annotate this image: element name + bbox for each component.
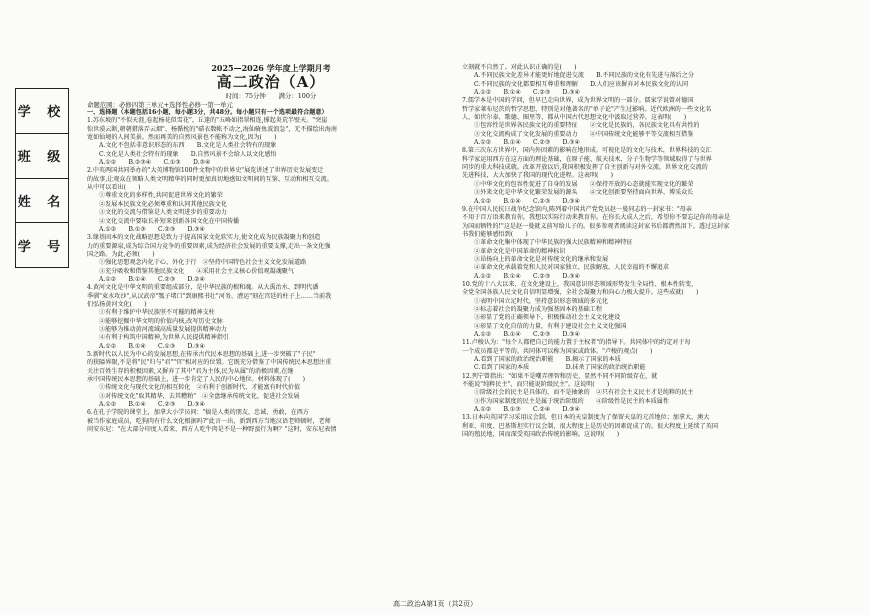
right-question-text	[462, 64, 854, 439]
text-line: ①中华文化的包容性促进了自身的发展 ②保持开放的心态就能实现文化的繁荣	[474, 180, 694, 188]
text-line: ②能够挖掘中华文明的价值内核,改写历史文脉	[99, 317, 223, 325]
text-line: C.文化是人类社会特有的现象 D.自然风景不会给人以文化感悟	[99, 150, 277, 158]
text-line: 立刻就不自然了。对此认识正确的是( )	[462, 64, 577, 71]
text-line: C.不同民族的文化都要相互尊重和理解 D.人们应该摒弃对本民族文化的认同	[474, 80, 689, 88]
text-line: 10.党的十八大以来，在文化建设上，我国意识形态领域形势发生全局性、根本性转变，	[462, 280, 698, 288]
text-line: 8.第三次东方世界中，国内外因素的影响在地形成。可视化是的文化与技术，世界科技的交汇	[462, 147, 712, 155]
text-line: 书我们能够感悟到( )	[462, 230, 528, 238]
text-line: 13.日本向英国学习采用议会制，但日本的天皇制度为了保留天皇的元首地位；加拿大、澳大	[462, 414, 710, 422]
text-line: 惊世漠云断,朝朝猎落弄云烟"、杨循枕的"碛衣数帐不动之,海仙骑鱼波浪急"，无不描绘出海南	[87, 125, 337, 133]
text-line: ①有利于维护中华民族坚不可摧的精神支柱	[99, 309, 215, 317]
text-line: ③文化的交流与借鉴是人类文明进步的重要动力	[99, 209, 227, 217]
text-line: ④有利于构筑中国精神,为世界人民提供精神指引	[99, 334, 229, 342]
text-line: ③彰显了党的正确领导下，积极推动社会主义文化建设	[474, 314, 621, 322]
text-line: 哲学家莱布尼茨的哲学思想，特别是对他著名的"单子论"产生过影响。近代欧洲的一些文化名	[462, 105, 712, 113]
text-line: ①包容性是世界各民族文化的重要特征 ②文化是民族的，各民族文化具有共性的	[474, 122, 700, 130]
text-line: ③作为国家制度的民主是属于统治阶级的 ④阶级性是民主的本质属性	[474, 397, 669, 405]
text-line: 3.缘基固本的文化战略思想是致力于提高国家文化软实力,使文化成为民族凝聚力和创造	[87, 234, 321, 242]
section-heading: 一、选择题（本题包括16小题，每小题3分，共48分。每小题只有一个选项最符合题意）	[87, 109, 328, 117]
text-line: A.①② B.②③④ C.①③ D.③④	[99, 159, 211, 167]
text-line: 力的重要源泉,成为综合国力竞争的重要因素,成为经济社会发展的重要支撑,走出一条文化强	[87, 242, 331, 250]
text-line: 利亚、印度、巴基斯坦实行议会制，很大程度上是历史的因素促成了的。很大程度上延续了英国	[462, 422, 718, 430]
text-line: ②革命文化是中国革命的精神标识	[474, 247, 566, 255]
text-line: 的狭隘界限,不是将"民"归与"君""官"相对应的位置。它既充分借鉴了中国传统民本思想注重	[87, 359, 332, 367]
right-column	[462, 64, 854, 439]
text-line: ②发展本民族文化必须尊重和认同其他民族文化	[99, 200, 227, 208]
left-column	[87, 64, 455, 434]
exam-scope: 命题范围：必修四第三单元+选择性必修一第一单元	[87, 100, 233, 109]
page-footer: 高二政治A第1页（共2页）	[393, 600, 477, 608]
text-line: A.①② B.①④ C.①③ D.③④	[99, 342, 206, 350]
text-line: 们弘扬黄河文化( )	[87, 300, 147, 308]
exam-name: 2025—2026 学年度上学期月考	[211, 63, 331, 73]
text-line: ①强化思想观念内化于心、外化于行 ②坚持中国特色社会主义文化发展道路	[99, 259, 307, 267]
text-line: 9.在中国人民抗日战争纪念馆内,陈列着中国共产党党员赵一曼同志的一封家书："母亲	[462, 205, 692, 213]
text-line: 季驯"束水攻沙",从汉武帝"瓠子堵口"到康熙书壮"河务、漕运"刻在宫廷的柱子上……当前我	[87, 292, 332, 300]
text-line: A.不同民族文化差异才能更好地促进交流 B.不同民族的文化有先进与落后之分	[474, 72, 694, 80]
text-line: A.①② B.①④ C.②③ D.③④	[99, 401, 206, 409]
text-line: ②标志着社会的凝聚力成为强基固本的基础工程	[474, 305, 602, 313]
text-line: C.看到了国家的本质 D.抹杀了国家的政治统治职能	[474, 364, 646, 372]
text-line: 11.卢梭认为："每个人都把自己的能力置于主权者"的指导下。共同体中的约定对于每	[462, 339, 691, 347]
text-line: ③对传统文化"取其精华，去其糟粕" ④全盘继承传统文化，促进社会发展	[99, 392, 300, 400]
text-line: A.①② B.①③ C.②③ D.③④	[99, 225, 206, 233]
text-line: 一个成员都是平等的。共同体可以称为国家或政体。"卢梭的观点( )	[462, 347, 653, 355]
text-line: ③外来文化是中华文化繁荣发展的源头 ④文化创新要坚持面向世界、博采众长	[474, 189, 694, 197]
text-line: 先进科技，大大加快了我国的现代化进程。这表明( )	[462, 172, 614, 180]
text-line: 关注百姓生存的积极因素,又摒弃了其中"君为主体,民为从属"的消极因素,在继	[87, 367, 294, 375]
text-line: A.看到了国家的政治统治职能 B.揭示了国家的本质	[474, 356, 621, 364]
text-line: ④革命文化承载着党和人民对国家独立、民族解放、人民幸福的不懈追求	[474, 264, 669, 272]
text-line: ④文化交流中要取长补短来创新各国文化在中国传播	[99, 217, 240, 225]
student-info-box	[15, 88, 69, 268]
text-line: 国之路。为此,必须( )	[87, 250, 155, 258]
text-line: 1.苏东坡的"不似天涯,卷起杨花似雪花"、丘逢的"五峰如指翠相连,撑起炎荒半壁天。"突崖	[87, 117, 328, 125]
text-line: 2.中英两国共同举办的"大英博物馆100件文物中的世界史"展览讲述了世界历史发展变迁	[87, 167, 324, 175]
text-line: 12.列宁曾指出："如果不是嘲弄理智和历史，显然不同不同阶级存在，就	[462, 372, 658, 380]
text-line: 6.在孔子学院的课堂上，加拿大小学员问："搞是人类的朋友，忠诚、勇敢，在西方	[87, 409, 309, 417]
text-line: A.①② B.①④ C.②③ D.③④	[474, 331, 581, 338]
info-name: 姓 名	[16, 179, 68, 224]
left-question-text	[87, 117, 455, 434]
text-line: ①阶级社会的民主是具体的，而不是抽象的 ②只有社会主义民主才是纯粹的民主	[474, 389, 694, 397]
text-line: 被当作家庭成员，吃狗肉有什么文化根据吗?"此言一出，新到西方当地汉语老师顿时，老师	[87, 417, 331, 425]
text-line: ①尊重文化的多样性,共同促进世界文化的繁荣	[99, 192, 223, 200]
text-line: ③文化交流构成了文化发展的重要动力 ④中国传统文化能够平等交流相互借鉴	[474, 130, 694, 138]
info-class: 班 级	[16, 134, 68, 179]
text-line: 7.儒学本是中国的学问，但早已走向世界，成为世界文明的一部分。儒家学说曾对德国	[462, 97, 694, 105]
info-number: 学 号	[17, 239, 67, 255]
text-line: ①革命文化集中体现了中华民族的强大民族精神和精神特征	[474, 239, 633, 247]
text-line: 全党全国各族人民文化自信明显增强，全社会凝聚力和向心力极大提升。这些成就( )	[462, 289, 699, 297]
text-line: 不能说"纯粹民主"，而只能说阶级民主"。这说明( )	[462, 381, 610, 389]
text-line: 问安东尼："在大部分印度人看来，西方人吃牛肉是不是一种野蛮行为啊？"这时，安东尼表情	[87, 426, 337, 434]
text-line: ①表明中国立足时代，坚持意识形态领域的多元化	[474, 297, 609, 305]
text-line: 科学家运用西方在这方面的理论基础，在原子能、航天技术、分子生物学等领域取得了与世界	[462, 155, 712, 163]
text-line: 4.黄河文化是中华文明的重要组成部分，是中华民族的根和魂。从大禹治水、到明代潘	[87, 284, 319, 292]
exam-meta: 时间：75分钟 满分：100分	[225, 92, 317, 101]
text-line: 国的殖民地，国而深受英国政治传统的影响。这说明( )	[462, 431, 620, 439]
text-line: A.①② B.①③ C.②④ D.③④	[474, 406, 581, 414]
text-line: ④彰显了文化自信的力量，有利于建设社会主义文化强国	[474, 322, 627, 330]
text-line: ①传统文化与现代文化的相互转化 ②有利于创新时代，才能富有时代价值	[99, 384, 301, 392]
info-school: 学 校	[16, 89, 68, 134]
text-line: 不用于百万语来教育你，我想以实际行动来教育你。在你长大成人之后，希望你不要忘记你的母亲是	[462, 214, 731, 222]
text-line: A.①② B.①④ C.②③ D.③④	[474, 197, 581, 205]
text-line: 5.新时代以人民为中心的发展思想,在传承古代民本思想的基础上,进一步突破了"子民"	[87, 351, 316, 358]
text-line: A.文化不包括非意识形态的东西 B.文化是人类社会特有的现象	[99, 142, 277, 150]
text-line: 人，如伏尔泰、歌德、圈里等，都从中国古代思想文化中汲取过营养。这表明( )	[462, 114, 687, 122]
text-line: ③能够为推动黄河流域高质量发展提供精神动力	[99, 325, 227, 333]
text-line: 为国而牺牲的!"这是赵一曼就义前写给儿子的。很多参观者阅读这封家书后都潸然泪下。透过这封家	[462, 222, 730, 230]
text-line: 承中国传统民本思想的基础上，进一步肯定了人民的中心地位。材料体现了( )	[87, 376, 306, 384]
page-title: 高二政治（A）	[216, 73, 326, 92]
text-line: ③充分吸收和借鉴其他民族文化 ④采用社会主义核心价值观凝魂聚气	[99, 267, 294, 275]
text-line: 同步的重大科技成就。改革开放以后,我国积极发挥了自主创新与对外交流。世界文化交流的	[462, 164, 708, 172]
text-line: 宽如仙境的人间美景。然而再美的自然风景也不能称为文化,因为( )	[87, 134, 277, 142]
text-line: A.①② B.①④ C.②③ D.③④	[474, 272, 581, 280]
text-line: ③昂扬向上的革命文化是对传统文化的继承和发展	[474, 255, 609, 263]
text-line: A.①② B.①④ C.②③ D.③④	[474, 89, 581, 97]
text-line: 从中可以看出( )	[87, 184, 141, 192]
text-line: A.①② B.①④ C.②③ D.③④	[474, 139, 581, 147]
text-line: A.①② B.①④ C.②③ D.②④	[99, 275, 206, 283]
text-line: 的故事,让观众在领略人类文明精华的同时更加真切地感知文明间的互鉴、互动和相互交流。	[87, 175, 333, 183]
